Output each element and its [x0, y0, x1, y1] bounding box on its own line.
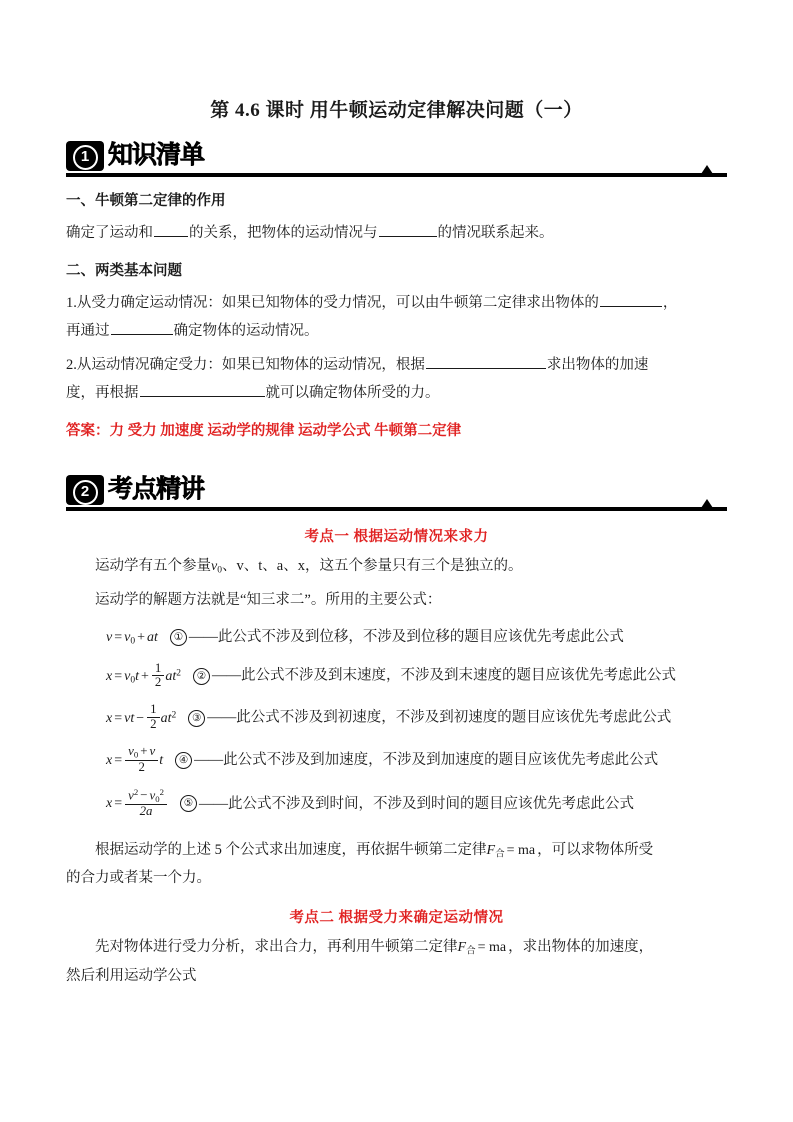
- formula-expression-3: x = vt − $\frac{1}{2}$ $at^2$: [106, 702, 177, 732]
- subsection-title-2: 二、两类基本问题: [66, 262, 182, 279]
- formula-expression-5: x = $\frac{v^2 - v_0^2}{2a}$: [106, 796, 168, 811]
- text-segment: 就可以确定物体所受的力。: [265, 385, 440, 402]
- formula-row-5: [66, 786, 727, 820]
- answer-line: 答案：力 受力 加速度 运动学的规律 运动学公式 牛顿第二定律: [66, 422, 462, 439]
- formula-expression-4: x = $\frac{v_0 + v}{2}$ t: [106, 744, 164, 774]
- fill-blank: [140, 380, 265, 398]
- text-segment: 的关系，把物体的运动情况与: [189, 224, 378, 241]
- formula-marker: ①: [170, 629, 187, 646]
- text-segment: 的合力或者某一个力。: [66, 870, 211, 887]
- variable-v0: $v_0$: [211, 558, 222, 576]
- knowledge-item-2: [66, 351, 727, 408]
- formula-expression-1: $v = v_0$ + at: [106, 630, 158, 648]
- subsection-title-1: 一、牛顿第二定律的作用: [66, 192, 226, 209]
- text-segment: 再通过: [66, 322, 110, 339]
- formula-marker: ③: [188, 710, 205, 727]
- section-badge-number: 2: [73, 480, 98, 505]
- formula-row-1: [66, 627, 727, 649]
- formula-marker: ②: [193, 668, 210, 685]
- formula-description: ——此公式不涉及到初速度，不涉及到初速度的题目应该优先考虑此公式: [207, 709, 672, 726]
- section-header-knowledge: [66, 141, 727, 177]
- section-badge-1: [66, 141, 104, 171]
- keypoint-one-heading: 考点一 根据运动情况来求力: [304, 528, 489, 545]
- fill-blank: [111, 317, 173, 335]
- keypoint-two-paragraph: [66, 933, 727, 990]
- text-segment: 然后利用运动学公式: [66, 967, 197, 984]
- formula-marker: ⑤: [180, 795, 197, 812]
- page-content: [66, 0, 727, 990]
- formula-description: ——此公式不涉及到位移，不涉及到位移的题目应该优先考虑此公式: [188, 629, 624, 646]
- formula-description: ——此公式不涉及到加速度，不涉及到加速度的题目应该优先考虑此公式: [194, 751, 659, 768]
- section-rule: [66, 173, 727, 177]
- formula-row-3: [66, 704, 727, 733]
- formula-newton-second-law: $F_合$ = ma: [486, 842, 536, 860]
- keypoint-one-paragraph-2: 运动学的解题方法就是“知三求二”。所用的主要公式：: [95, 592, 442, 609]
- text-segment: ，: [662, 294, 678, 311]
- text-segment: 确定物体的运动情况。: [173, 322, 319, 339]
- text-segment: 的情况联系起来。: [437, 224, 554, 241]
- text-segment: 求出物体的加速: [546, 357, 649, 374]
- text-segment: 1.从受力确定运动情况：如果已知物体的受力情况，可以由牛顿第二定律求出物体的: [66, 294, 599, 311]
- section-header-keypoints: [66, 475, 727, 511]
- text-segment: 2.从运动情况确定受力：如果已知物体的运动情况，根据: [66, 357, 425, 374]
- section-title-keypoints: 考点精讲: [108, 474, 205, 503]
- text-segment: 确定了运动和: [66, 224, 153, 241]
- fill-blank: [154, 219, 188, 237]
- text-segment: 运动学有五个参量: [95, 557, 211, 574]
- knowledge-item-1: [66, 289, 727, 346]
- fill-blank: [600, 289, 662, 307]
- formula-description: ——此公式不涉及到末速度，不涉及到末速度的题目应该优先考虑此公式: [212, 667, 676, 684]
- section-title-knowledge: 知识清单: [108, 140, 205, 169]
- text-segment: 度，再根据: [66, 385, 139, 402]
- page-title: 第 4.6 课时 用牛顿运动定律解决问题（一）: [210, 100, 583, 121]
- text-segment: ，可以求物体所受: [537, 841, 654, 858]
- formula-marker: ④: [175, 752, 192, 769]
- text-segment: 先对物体进行受力分析，求出合力，再利用牛顿第二定律: [95, 939, 458, 956]
- formula-row-4: [66, 746, 727, 776]
- text-segment: 、v、t、a、x，这五个参量只有三个是独立的。: [221, 557, 523, 574]
- formula-newton-second-law: $F_合$ = ma: [457, 940, 507, 958]
- formula-row-2: [66, 662, 727, 691]
- keypoint-one-closing: [66, 836, 727, 893]
- text-segment: 根据运动学的上述 5 个公式求出加速度，再依据牛顿第二定律: [95, 841, 487, 858]
- keypoint-one-paragraph-1: [66, 552, 727, 580]
- formula-expression-2: $x = v_0t$ + $\frac{1}{2}$ $at^2$: [106, 660, 181, 690]
- knowledge-paragraph-1: [66, 219, 727, 247]
- keypoint-two-heading: 考点二 根据受力来确定运动情况: [289, 910, 504, 927]
- text-segment: ，求出物体的加速度，: [508, 939, 654, 956]
- triangle-marker-icon: [701, 499, 713, 508]
- formula-description: ——此公式不涉及到时间，不涉及到时间的题目应该优先考虑此公式: [198, 795, 634, 812]
- section-badge-number: 1: [73, 145, 98, 170]
- triangle-marker-icon: [701, 165, 713, 174]
- section-rule: [66, 507, 727, 511]
- fill-blank: [379, 219, 437, 237]
- fill-blank: [426, 351, 546, 369]
- section-badge-2: [66, 475, 104, 505]
